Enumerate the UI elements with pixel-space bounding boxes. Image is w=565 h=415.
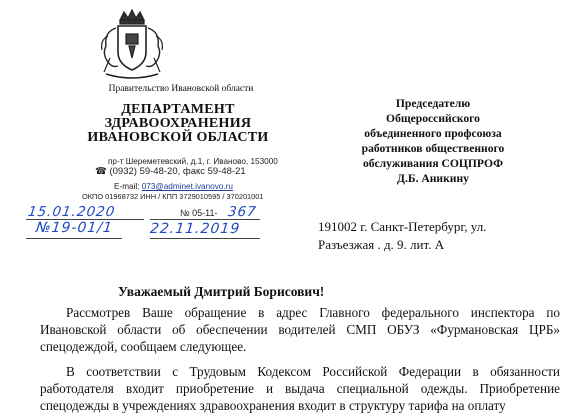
handwritten-reference-date: 22.11.2019 xyxy=(149,221,242,237)
addressee-line: объединенного профсоюза xyxy=(364,127,502,140)
sender-phone: ☎ (0932) 59-48-20, факс 59-48-21 xyxy=(95,166,246,177)
addressee-line: обслуживания СОЦПРОФ xyxy=(362,157,504,170)
handwritten-reference-number: №19-01/1 xyxy=(35,220,114,236)
department-name xyxy=(82,103,274,145)
addressee-line: работников общественного xyxy=(361,142,505,155)
addressee-line: Председателю xyxy=(395,97,471,110)
email-link[interactable]: 073@adminet.ivanovo.ru xyxy=(141,182,233,191)
addressee-block xyxy=(316,96,550,186)
addressee-address-line: 191002 г. Санкт-Петербург, ул. xyxy=(318,219,487,234)
ref-date-line xyxy=(150,238,260,239)
department-line: ЗДРАВООХРАНЕНИЯ xyxy=(104,116,252,131)
addressee-address-line: Разъезжая . д. 9. лит. А xyxy=(318,237,445,252)
addressee-line: Д.Б. Аникину xyxy=(397,172,469,185)
sender-address: пр-т Шереметевский, д.1, г. Иваново, 153000 xyxy=(108,157,278,166)
body-paragraph: В соответствии с Трудовым Кодексом Российской Федерации в обязанности работодателя входит приобретение и выдача специальной одежды. Приобретение спецодежды в учреждениях здравоохранения входит в структуру тарифа на оплату xyxy=(40,364,560,414)
department-line: ИВАНОВСКОЙ ОБЛАСТИ xyxy=(87,130,269,145)
salutation: Уважаемый Дмитрий Борисович! xyxy=(118,284,325,299)
sender-email xyxy=(114,182,233,193)
ref-number-line xyxy=(26,238,122,239)
sender-requisites: ОКПО 01968732 ИНН / КПП 3729010595 / 370201001 xyxy=(82,192,264,201)
handwritten-outgoing-number: 367 xyxy=(227,204,258,220)
addressee-line: Общероссийского xyxy=(386,112,480,125)
coat-of-arms-icon xyxy=(96,6,168,82)
body-paragraph: Рассмотрев Ваше обращение в адрес Главного федерального инспектора по Ивановской области об обеспечении водителей СМП ОБУЗ «Фурмановская ЦРБ» спецодеждой, сообщаем следующее. xyxy=(40,305,560,355)
addressee-address xyxy=(318,218,486,254)
outgoing-number-prefix: № 05-11- xyxy=(180,208,218,218)
email-prefix: E-mail: xyxy=(114,182,142,191)
department-line: ДЕПАРТАМЕНТ xyxy=(121,102,235,117)
government-line: Правительство Ивановской области xyxy=(108,84,254,94)
handwritten-date: 15.01.2020 xyxy=(26,204,117,220)
